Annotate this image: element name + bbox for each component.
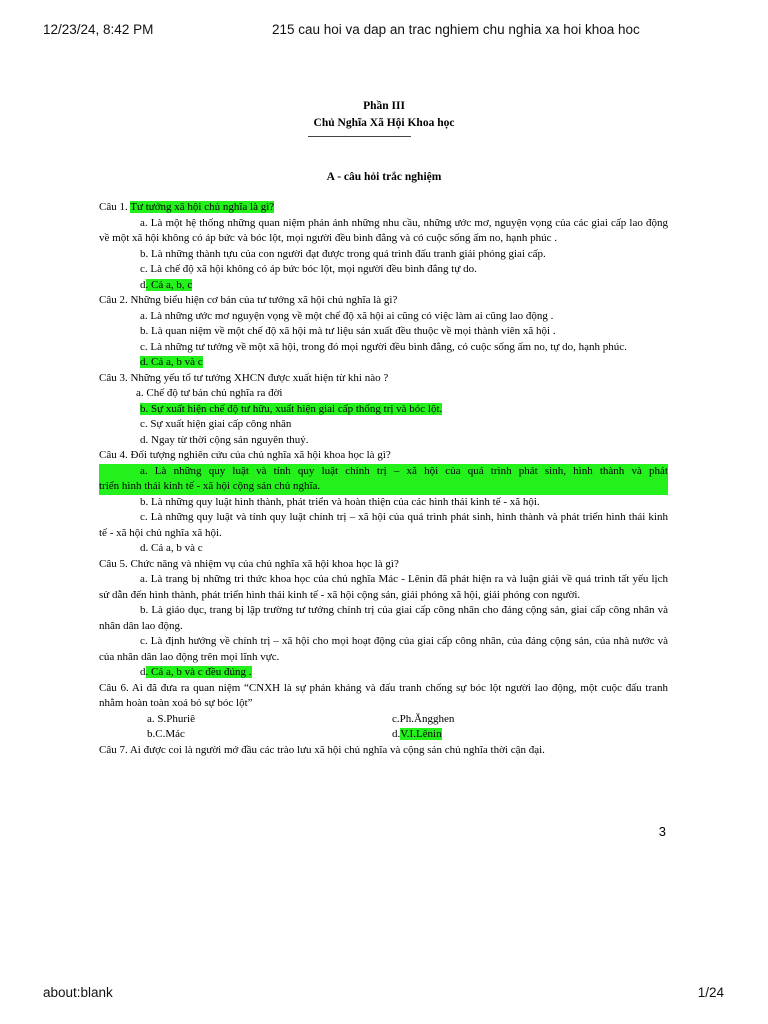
- highlighted-answer: b. Sự xuất hiện chế độ tư hữu, xuất hiện giai cấp thống trị và bóc lột.: [140, 402, 443, 415]
- answer-option: a. Là một hệ thống những quan niệm phản ánh những nhu cầu, những ước mơ, nguyện vọng của các giai cấp lao động về một xã hội không có áp bức và bóc lột, mọi người đều bình đẳng và có cuộc sống ấm no, hạnh phúc .: [99, 216, 668, 244]
- option-letter: d: [140, 666, 146, 678]
- option-letter: d.: [392, 728, 401, 740]
- highlighted-answer: . Cả a, b, c: [145, 278, 193, 291]
- answer-option: a. Là những ước mơ nguyện vọng về một chế độ xã hội ai cũng có việc làm ai cũng lao động .: [140, 309, 554, 322]
- answer-row: [99, 727, 668, 743]
- print-page-indicator: 1/24: [697, 985, 724, 1000]
- answer-option-correct: [99, 402, 668, 418]
- question-6: Câu 6. Ai đã đưa ra quan niệm “CNXH là sự phản kháng và đấu tranh chống sự bóc lột người lao động, một cuộc đấu tranh nhằm hoàn toàn xoá bỏ sự bóc lột”: [99, 681, 668, 709]
- title-block: [0, 98, 768, 132]
- answer-option: c. Là chế độ xã hội không có áp bức bóc lột, mọi người đều bình đẳng tự do.: [140, 263, 477, 275]
- question-text-highlighted: Tư tưởng xã hội chủ nghĩa là gì?: [130, 201, 275, 213]
- answer-option: c. Sự xuất hiện giai cấp công nhân: [140, 418, 292, 430]
- answer-option: a. Chế độ tư bản chủ nghĩa ra đời: [136, 387, 283, 399]
- option-letter: d: [140, 278, 146, 291]
- highlighted-answer: . Cả a, b và c đều đúng .: [145, 666, 252, 678]
- answer-option-correct: [99, 464, 668, 495]
- question-4: Câu 4. Đối tượng nghiên cứu của chủ nghĩa xã hội khoa học là gì?: [99, 449, 391, 461]
- answer-option: b. Là những thành tựu của con người đạt được trong quá trình đấu tranh giải phóng giai cấp.: [140, 247, 546, 260]
- question-2: Câu 2. Những biểu hiện cơ bản của tư tưởng xã hội chủ nghĩa là gì?: [99, 294, 398, 306]
- answer-option: d. Cả a, b và c: [140, 542, 203, 554]
- answer-option: d. Ngay từ thời cộng sản nguyên thuỷ.: [140, 433, 309, 446]
- highlighted-answer: d. Cả a, b và c: [140, 356, 203, 368]
- answer-option: c. Là những tư tưởng về một xã hội, trong đó mọi người đều bình đẳng, có cuộc sống ấm no, tự do, hạnh phúc.: [140, 340, 627, 353]
- highlighted-answer-line: triển hình thái kinh tế - xã hội cộng sản chủ nghĩa.: [99, 480, 321, 492]
- section-title: A - câu hỏi trắc nghiệm: [326, 171, 442, 183]
- answer-option-correct: [392, 727, 668, 743]
- question-3: Câu 3. Những yếu tố tư tưởng XHCN được xuất hiện từ khi nào ?: [99, 371, 389, 384]
- answer-option: b. Là những quy luật hình thành, phát triển và hoàn thiện của các hình thái kinh tế - xã hội.: [140, 495, 540, 508]
- answer-option: a. S.Phuriê: [147, 712, 195, 725]
- answer-option: b.C.Mác: [147, 728, 185, 740]
- answer-option: a. Là trang bị những tri thức khoa học của chủ nghĩa Mác - Lênin đã phát hiện ra và luận giải về quá trình tất yếu lịch sử dẫn đến hình thành, phát triển hình thái kinh tế - xã hội cộng sản, giải phóng xã hội, giải phóng con người.: [99, 573, 668, 601]
- answer-option-correct: [99, 278, 668, 294]
- highlighted-answer-line: a. Là những quy luật và tính quy luật chính trị – xã hội của quá trình phát sinh, hình thành và phát: [140, 464, 668, 477]
- question-7: Câu 7. Ai được coi là người mở đầu các trào lưu xã hội chủ nghĩa và cộng sản chủ nghĩa thời cận đại.: [99, 743, 545, 756]
- page-number: 3: [658, 824, 666, 839]
- print-url: about:blank: [43, 985, 113, 1000]
- question-5: Câu 5. Chức năng và nhiệm vụ của chủ nghĩa xã hội khoa học là gì?: [99, 557, 399, 570]
- answer-option-correct: [99, 355, 668, 371]
- question-prefix: Câu 1.: [99, 201, 131, 213]
- answer-option: c. Là những quy luật và tính quy luật chính trị – xã hội của quá trình phát sinh, hình thành và phát triển hình thái kinh tế - xã hội chủ nghĩa xã hội.: [99, 511, 668, 539]
- part-title: Phần III: [363, 100, 405, 112]
- document-body: [99, 200, 668, 758]
- print-doc-title: 215 cau hoi va dap an trac nghiem chu nghia xa hoi khoa hoc: [272, 22, 640, 37]
- answer-option: c.Ph.Ăngghen: [392, 712, 455, 725]
- answer-option: b. Là giáo dục, trang bị lập trường tư tưởng chính trị của giai cấp công nhân cho đảng cộng sản, giai cấp công nhân và nhân dân lao động.: [99, 604, 668, 632]
- print-datetime: 12/23/24, 8:42 PM: [43, 22, 154, 37]
- part-subtitle: Chủ Nghĩa Xã Hội Khoa học: [313, 117, 455, 129]
- answer-row: [99, 712, 668, 728]
- answer-option: b. Là quan niệm về một chế độ xã hội mà tư liệu sản xuất đều thuộc về mọi thành viên xã hội .: [140, 325, 556, 337]
- answer-option-correct: [99, 665, 668, 681]
- title-divider: [308, 136, 411, 137]
- question-1: [99, 200, 668, 216]
- highlighted-answer: V.I.Lênin: [400, 728, 442, 740]
- answer-option: c. Là định hướng về chính trị – xã hội cho mọi hoạt động của giai cấp công nhân, của đảng cộng sản, của nhà nước và của nhân dân lao động trên mọi lĩnh vực.: [99, 635, 668, 663]
